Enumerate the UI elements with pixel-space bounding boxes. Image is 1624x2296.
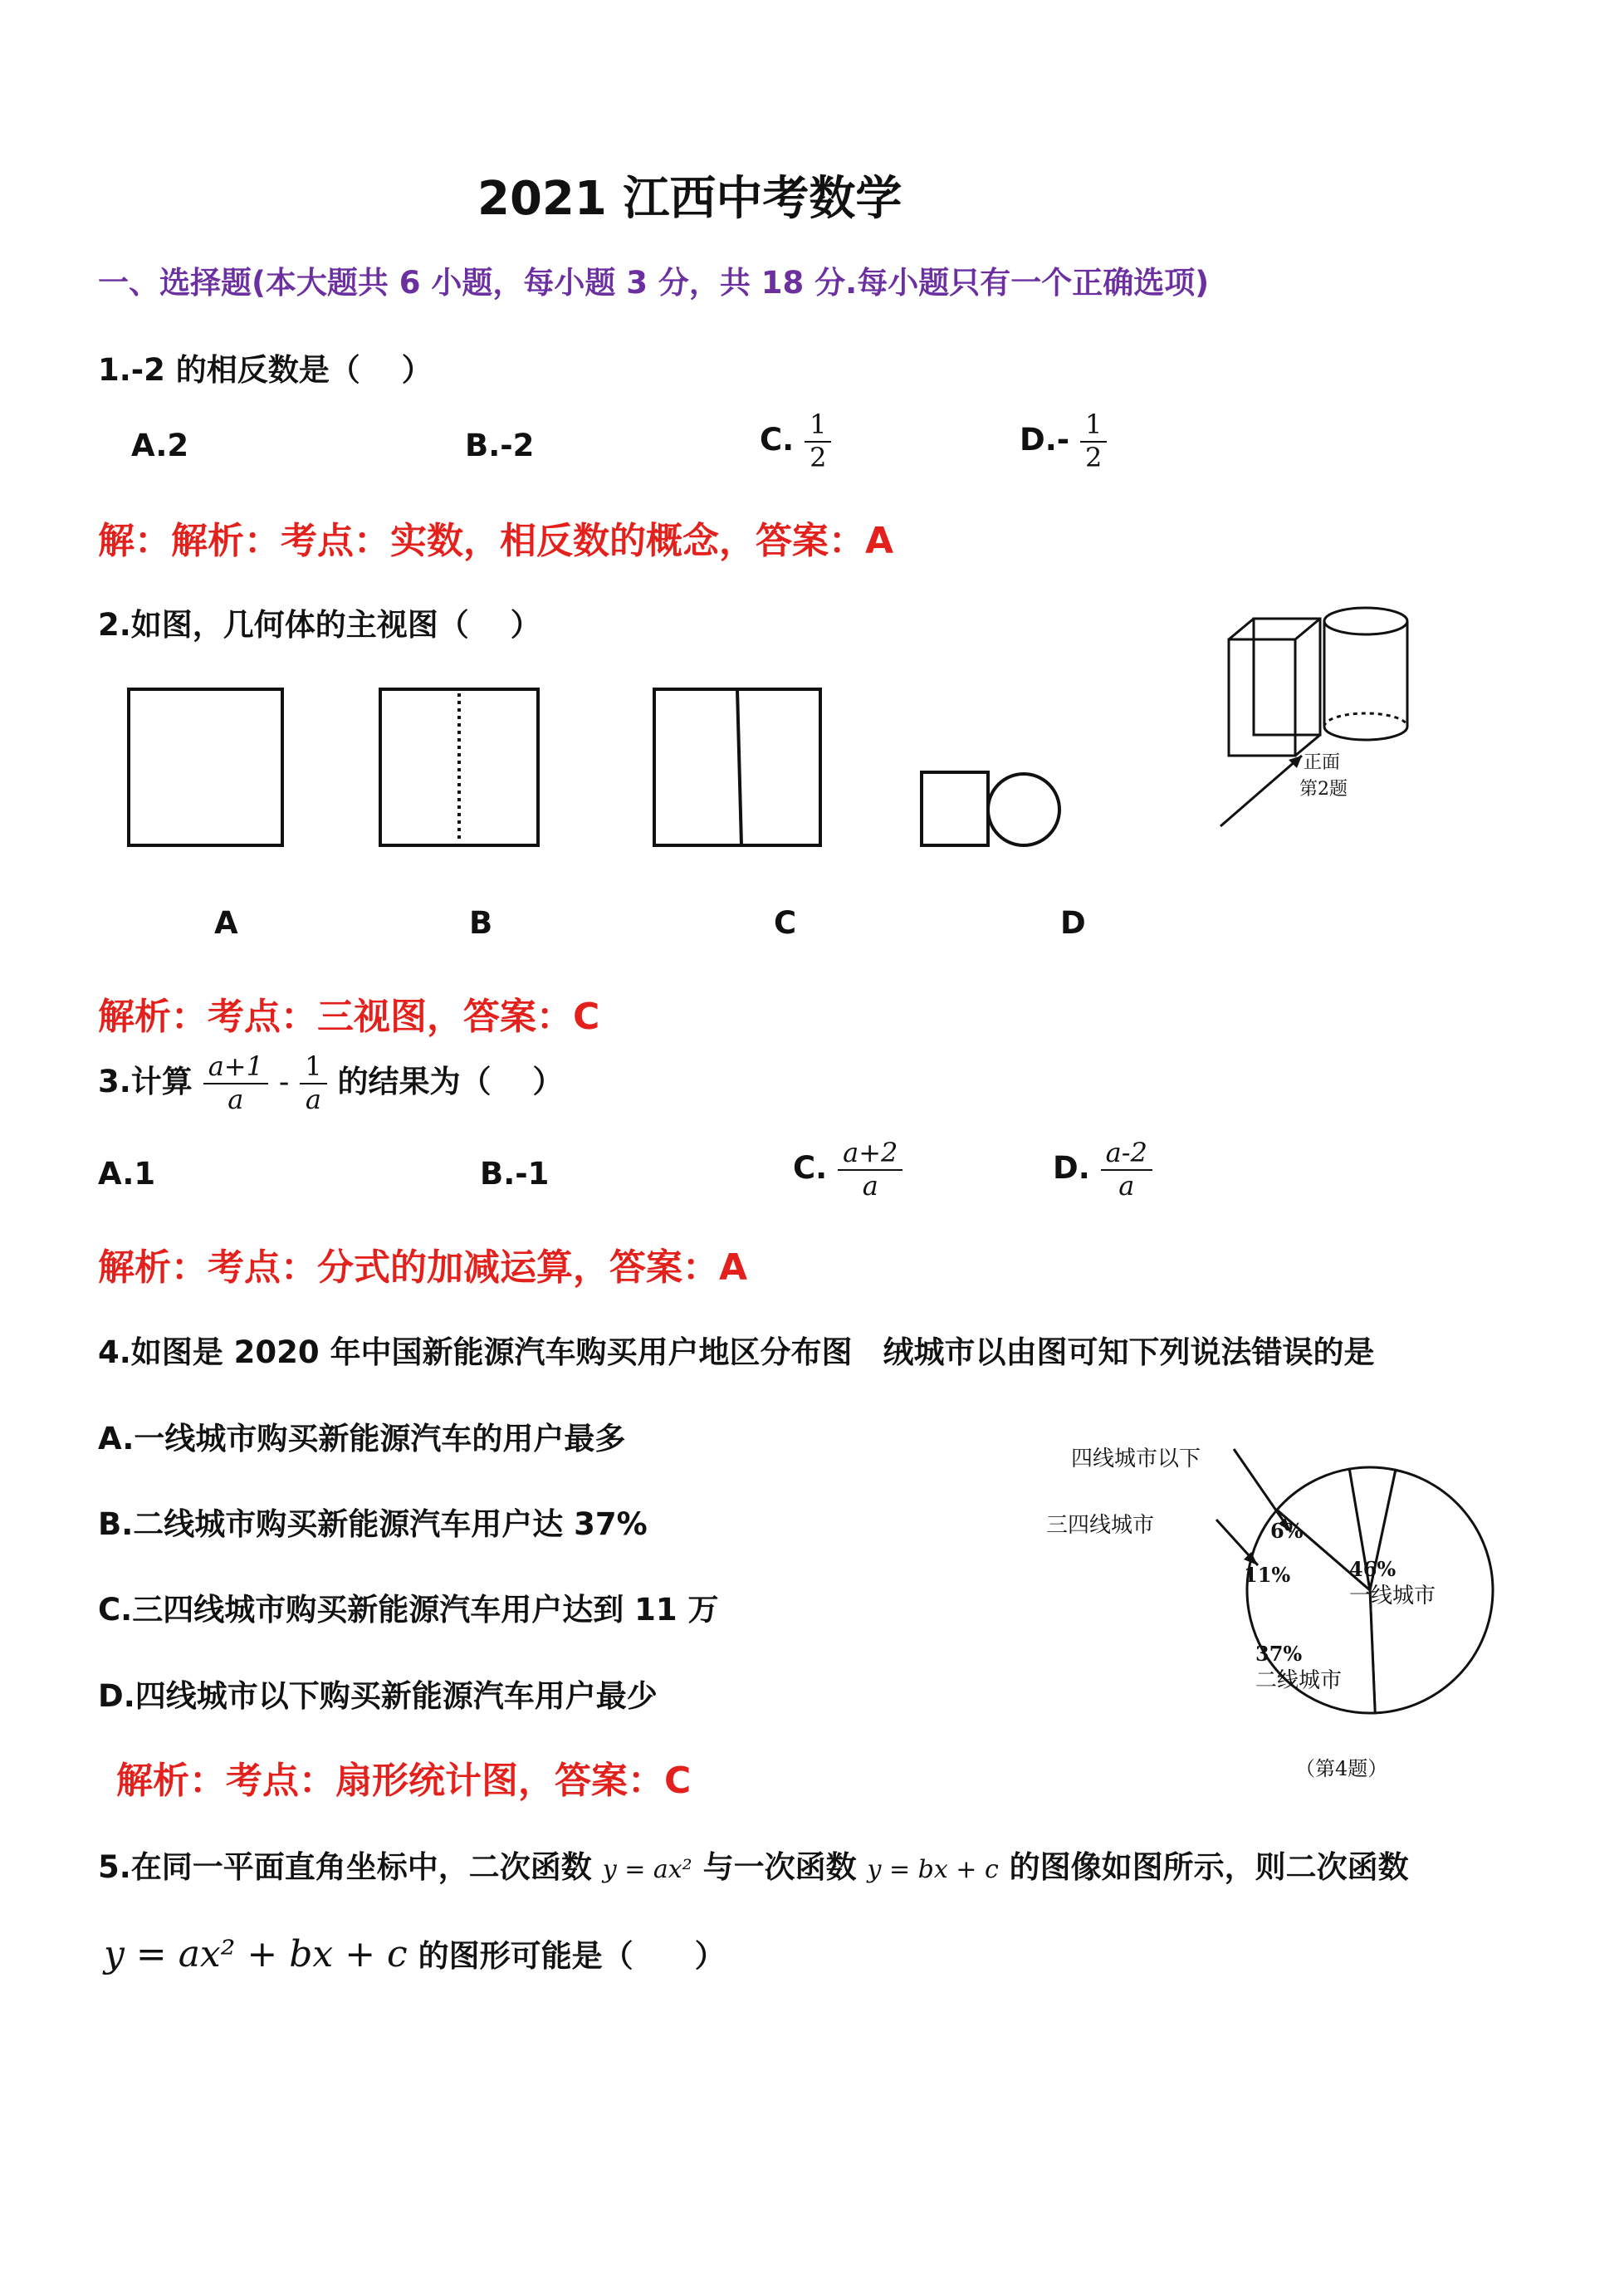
q3-option-c-prefix: C.	[793, 1150, 828, 1187]
slice-label-4th: 四线城市以下	[1071, 1447, 1201, 1471]
q1-d-num: 1	[1080, 411, 1107, 443]
q2-label-c: C	[774, 905, 797, 941]
q4-option-b: B.二线城市购买新能源汽车用户达 37%	[98, 1506, 648, 1542]
option-a-square	[129, 689, 282, 845]
q3-d-num: a-2	[1105, 1137, 1147, 1168]
q3-option-b: B.-1	[480, 1156, 550, 1192]
section-heading: 一、选择题(本大题共 6 小题，每小题 3 分，共 18 分.每小题只有一个正确选项)	[98, 265, 1210, 301]
q1-option-d-fraction	[1080, 411, 1107, 472]
option-d-square	[922, 772, 988, 845]
slice-label-1st: 一线城市	[1349, 1584, 1436, 1608]
q4-option-a: A.一线城市购买新能源汽车的用户最多	[98, 1421, 626, 1456]
q3-minus: -	[278, 1064, 290, 1100]
q4-pie-chart	[1038, 1428, 1503, 1794]
q3-stem	[98, 1050, 564, 1115]
q3-option-c	[793, 1139, 902, 1200]
q5-formula-2: y = bx + c	[867, 1855, 999, 1884]
q1-option-d-prefix: D.-	[1020, 422, 1070, 458]
q3-expr1-den: a	[227, 1083, 244, 1115]
q3-c-den: a	[862, 1169, 878, 1202]
q4-stem: 4.如图是 2020 年中国新能源汽车购买用户地区分布图 绒城市以由图可知下列说法错误的是	[98, 1334, 1375, 1370]
q3-option-d-fraction	[1101, 1139, 1152, 1200]
q2-view-options	[116, 677, 1071, 859]
chart-caption: （第4题）	[1295, 1757, 1388, 1780]
q5-stem-b: 与一次函数	[702, 1849, 857, 1885]
cuboid-front	[1229, 639, 1295, 756]
slice-value-2nd: 37%	[1255, 1642, 1303, 1666]
front-arrow	[1220, 756, 1302, 826]
q3-expr2	[300, 1050, 326, 1115]
q2-label-d: D	[1060, 905, 1086, 941]
q4-answer: 解析：考点：扇形统计图，答案：C	[116, 1760, 692, 1802]
q3-d-den: a	[1118, 1169, 1135, 1202]
option-d-circle	[988, 774, 1059, 845]
q1-option-c-prefix: C.	[760, 422, 795, 458]
q1-option-c	[760, 411, 831, 472]
slice-value-1st: 46%	[1349, 1557, 1397, 1581]
q3-option-a: A.1	[98, 1156, 156, 1192]
q4-option-c: C.三四线城市购买新能源汽车用户达到 11 万	[98, 1592, 719, 1628]
cuboid-back	[1254, 619, 1320, 735]
q3-c-num: a+2	[843, 1137, 898, 1168]
q5-stem-line1	[98, 1842, 1409, 1887]
q3-expr2-den: a	[305, 1083, 321, 1115]
q2-solid-figure	[1196, 585, 1461, 835]
q2-answer: 解析：考点：三视图，答案：C	[98, 996, 600, 1038]
q3-option-c-fraction	[838, 1139, 902, 1200]
q3-expr2-num: 1	[305, 1050, 322, 1082]
q3-stem-prefix: 3.计算	[98, 1064, 193, 1100]
q3-stem-suffix: 的结果为（ ）	[337, 1064, 564, 1100]
q1-option-b: B.-2	[465, 428, 535, 463]
slice-label-3rd: 三四线城市	[1046, 1513, 1155, 1538]
cylinder-top	[1324, 608, 1407, 634]
figure-caption: 第2题	[1299, 779, 1348, 800]
q1-option-a: A.2	[131, 428, 189, 463]
q3-answer: 解析：考点：分式的加减运算，答案：A	[98, 1246, 748, 1289]
q5-stem-a: 5.在同一平面直角坐标中，二次函数	[98, 1849, 592, 1885]
q2-label-a: A	[214, 905, 238, 941]
q1-option-d	[1020, 411, 1107, 472]
q5-formula-1: y = ax²	[602, 1855, 692, 1884]
q3-expr1	[203, 1050, 268, 1115]
q1-stem: 1.-2 的相反数是（ ）	[98, 352, 433, 388]
cylinder-bottom	[1324, 727, 1407, 740]
q5-stem-c: 的图像如图所示，则二次函数	[1009, 1849, 1409, 1885]
slice-value-3rd: 11%	[1244, 1563, 1291, 1587]
q1-option-c-fraction	[805, 411, 831, 472]
q3-option-d	[1053, 1139, 1152, 1200]
q3-expr1-num: a+1	[208, 1050, 263, 1082]
slice-value-4th: 6%	[1270, 1519, 1304, 1543]
slice-label-2nd: 二线城市	[1255, 1668, 1343, 1693]
q1-answer: 解：解析：考点：实数，相反数的概念，答案：A	[98, 520, 894, 562]
page-title: 2021 江西中考数学	[477, 172, 902, 226]
q1-d-den: 2	[1085, 441, 1103, 473]
front-label: 正面	[1304, 752, 1341, 773]
q1-c-num: 1	[805, 411, 831, 443]
q2-stem: 2.如图，几何体的主视图（ ）	[98, 607, 541, 643]
q2-label-b: B	[469, 905, 493, 941]
q5-formula-3: y = ax² + bx + c	[104, 1933, 408, 1975]
q5-stem-line2	[104, 1931, 726, 1975]
option-c-divider	[737, 689, 741, 845]
q4-option-d: D.四线城市以下购买新能源汽车用户最少	[98, 1678, 658, 1714]
q1-c-den: 2	[810, 441, 827, 473]
q3-option-d-prefix: D.	[1053, 1150, 1090, 1187]
q5-stem-d: 的图形可能是（ ）	[418, 1938, 726, 1974]
